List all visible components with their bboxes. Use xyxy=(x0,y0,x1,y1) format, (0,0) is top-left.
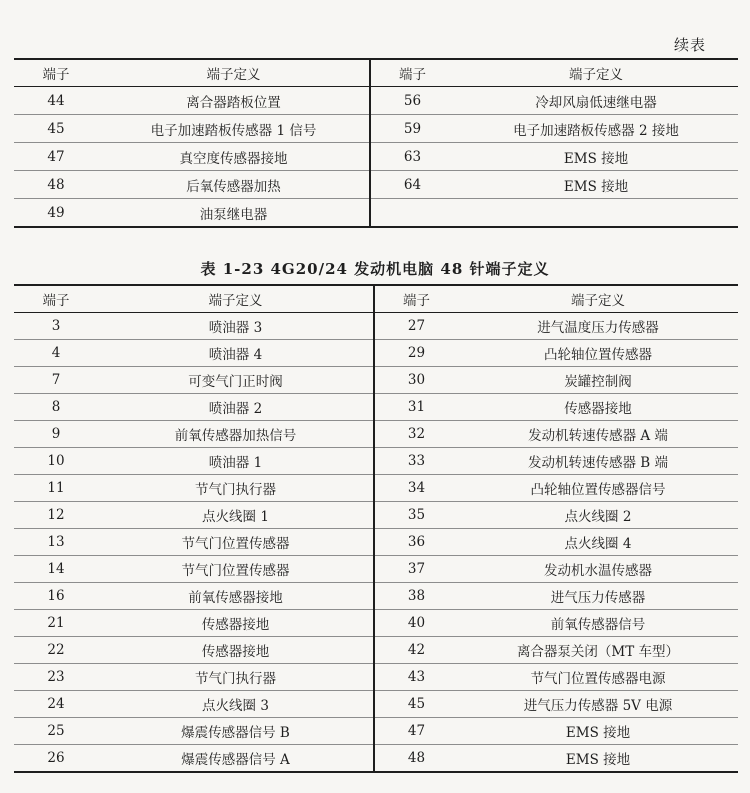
pin-number-cell: 42 xyxy=(374,637,458,664)
pin-definition-cell: 凸轮轴位置传感器信号 xyxy=(458,475,738,502)
pin-definition-cell: 冷却风扇低速继电器 xyxy=(454,87,738,115)
table-row xyxy=(14,199,738,228)
pin-number-cell: 16 xyxy=(14,583,98,610)
pin-number-cell: 4 xyxy=(14,340,98,367)
pin-definition-cell: 节气门位置传感器 xyxy=(98,556,374,583)
pin-definition-cell: 电子加速踏板传感器 2 接地 xyxy=(454,115,738,143)
pin-definition-cell: 前氧传感器信号 xyxy=(458,610,738,637)
table-row xyxy=(14,637,738,664)
pin-number-cell: 32 xyxy=(374,421,458,448)
pin-definition-cell: 节气门执行器 xyxy=(98,664,374,691)
pin-number-cell: 36 xyxy=(374,529,458,556)
pin-definition-cell: EMS 接地 xyxy=(458,745,738,773)
column-header-pin: 端子 xyxy=(14,285,98,313)
pin-number-cell: 30 xyxy=(374,367,458,394)
pin-number-cell xyxy=(370,199,454,228)
pin-definition-cell: 点火线圈 3 xyxy=(98,691,374,718)
pin-definition-cell: 喷油器 3 xyxy=(98,313,374,340)
pin-definition-cell: 节气门执行器 xyxy=(98,475,374,502)
table-row xyxy=(14,664,738,691)
pin-number-cell: 34 xyxy=(374,475,458,502)
pin-definition-cell: 离合器踏板位置 xyxy=(98,87,370,115)
column-header-pin: 端子 xyxy=(14,59,98,87)
table-row xyxy=(14,475,738,502)
pin-definition-cell: EMS 接地 xyxy=(454,171,738,199)
pin-number-cell: 3 xyxy=(14,313,98,340)
pin-definition-cell: 发动机转速传感器 B 端 xyxy=(458,448,738,475)
table-row xyxy=(14,421,738,448)
continued-label: 续表 xyxy=(673,36,706,54)
main-table-body xyxy=(14,313,738,773)
pin-definition-cell: 进气压力传感器 5V 电源 xyxy=(458,691,738,718)
table-row xyxy=(14,691,738,718)
pin-number-cell: 7 xyxy=(14,367,98,394)
pin-definition-cell: 进气温度压力传感器 xyxy=(458,313,738,340)
pin-number-cell: 43 xyxy=(374,664,458,691)
table-row xyxy=(14,87,738,115)
pin-number-cell: 64 xyxy=(370,171,454,199)
column-header-definition: 端子定义 xyxy=(458,285,738,313)
pin-number-cell: 33 xyxy=(374,448,458,475)
pin-definition-cell: 点火线圈 2 xyxy=(458,502,738,529)
table-row xyxy=(14,529,738,556)
pin-number-cell: 40 xyxy=(374,610,458,637)
table-row xyxy=(14,115,738,143)
pin-number-cell: 21 xyxy=(14,610,98,637)
pin-definition-cell: 凸轮轴位置传感器 xyxy=(458,340,738,367)
pin-number-cell: 26 xyxy=(14,745,98,773)
pin-definition-cell: 喷油器 2 xyxy=(98,394,374,421)
pin-definition-cell: 传感器接地 xyxy=(458,394,738,421)
pin-number-cell: 23 xyxy=(14,664,98,691)
table-row xyxy=(14,583,738,610)
column-header-pin: 端子 xyxy=(370,59,454,87)
pin-definition-cell: 传感器接地 xyxy=(98,637,374,664)
pin-definition-cell: 喷油器 4 xyxy=(98,340,374,367)
pin-number-cell: 45 xyxy=(374,691,458,718)
pin-definition-cell: 传感器接地 xyxy=(98,610,374,637)
column-header-definition: 端子定义 xyxy=(98,285,374,313)
pin-definition-cell: 发动机水温传感器 xyxy=(458,556,738,583)
pin-number-cell: 35 xyxy=(374,502,458,529)
table-row xyxy=(14,448,738,475)
pin-number-cell: 9 xyxy=(14,421,98,448)
pin-number-cell: 25 xyxy=(14,718,98,745)
pin-definition-cell: 电子加速踏板传感器 1 信号 xyxy=(98,115,370,143)
pin-number-cell: 45 xyxy=(14,115,98,143)
pin-number-cell: 44 xyxy=(14,87,98,115)
pin-number-cell: 10 xyxy=(14,448,98,475)
pin-definition-cell: 点火线圈 4 xyxy=(458,529,738,556)
pin-definition-cell: 爆震传感器信号 B xyxy=(98,718,374,745)
pin-definition-cell: EMS 接地 xyxy=(458,718,738,745)
pin-number-cell: 27 xyxy=(374,313,458,340)
pin-definition-cell: 节气门位置传感器 xyxy=(98,529,374,556)
pin-number-cell: 48 xyxy=(14,171,98,199)
pin-number-cell: 24 xyxy=(14,691,98,718)
table-header-row xyxy=(14,59,738,87)
pin-definition-cell xyxy=(454,199,738,228)
pin-definition-cell: 后氧传感器加热 xyxy=(98,171,370,199)
table-row xyxy=(14,718,738,745)
table-header-row xyxy=(14,285,738,313)
pin-definition-cell: 进气压力传感器 xyxy=(458,583,738,610)
pin-number-cell: 63 xyxy=(370,143,454,171)
pin-definition-cell: 喷油器 1 xyxy=(98,448,374,475)
pin-definition-cell: 爆震传感器信号 A xyxy=(98,745,374,773)
table-row xyxy=(14,394,738,421)
pin-number-cell: 22 xyxy=(14,637,98,664)
pin-definition-cell: 点火线圈 1 xyxy=(98,502,374,529)
column-header-definition: 端子定义 xyxy=(98,59,370,87)
pin-definition-cell: 前氧传感器加热信号 xyxy=(98,421,374,448)
pin-number-cell: 31 xyxy=(374,394,458,421)
pin-number-cell: 48 xyxy=(374,745,458,773)
pin-definition-cell: 炭罐控制阀 xyxy=(458,367,738,394)
pin-definition-cell: 油泵继电器 xyxy=(98,199,370,228)
pin-definition-cell: 发动机转速传感器 A 端 xyxy=(458,421,738,448)
table-row xyxy=(14,610,738,637)
table-row xyxy=(14,556,738,583)
table-row xyxy=(14,171,738,199)
table-row xyxy=(14,745,738,773)
table-row xyxy=(14,313,738,340)
pin-number-cell: 11 xyxy=(14,475,98,502)
pin-definition-cell: 节气门位置传感器电源 xyxy=(458,664,738,691)
pin-definition-table xyxy=(14,284,738,773)
pin-definition-cell: 前氧传感器接地 xyxy=(98,583,374,610)
pin-number-cell: 47 xyxy=(374,718,458,745)
pin-number-cell: 14 xyxy=(14,556,98,583)
pin-definition-cell: EMS 接地 xyxy=(454,143,738,171)
table-row xyxy=(14,367,738,394)
table-row xyxy=(14,502,738,529)
pin-number-cell: 13 xyxy=(14,529,98,556)
pin-number-cell: 29 xyxy=(374,340,458,367)
pin-definition-cell: 可变气门正时阀 xyxy=(98,367,374,394)
pin-number-cell: 8 xyxy=(14,394,98,421)
table-caption: 表 1-23 4G20/24 发动机电脑 48 针端子定义 xyxy=(200,260,550,278)
table-row xyxy=(14,340,738,367)
pin-number-cell: 49 xyxy=(14,199,98,228)
continued-pin-table xyxy=(14,58,738,228)
pin-number-cell: 59 xyxy=(370,115,454,143)
pin-number-cell: 47 xyxy=(14,143,98,171)
column-header-definition: 端子定义 xyxy=(454,59,738,87)
pin-number-cell: 56 xyxy=(370,87,454,115)
table-row xyxy=(14,143,738,171)
continued-table-body xyxy=(14,87,738,228)
pin-definition-cell: 真空度传感器接地 xyxy=(98,143,370,171)
column-header-pin: 端子 xyxy=(374,285,458,313)
pin-number-cell: 37 xyxy=(374,556,458,583)
pin-number-cell: 38 xyxy=(374,583,458,610)
pin-number-cell: 12 xyxy=(14,502,98,529)
pin-definition-cell: 离合器泵关闭（MT 车型） xyxy=(458,637,738,664)
